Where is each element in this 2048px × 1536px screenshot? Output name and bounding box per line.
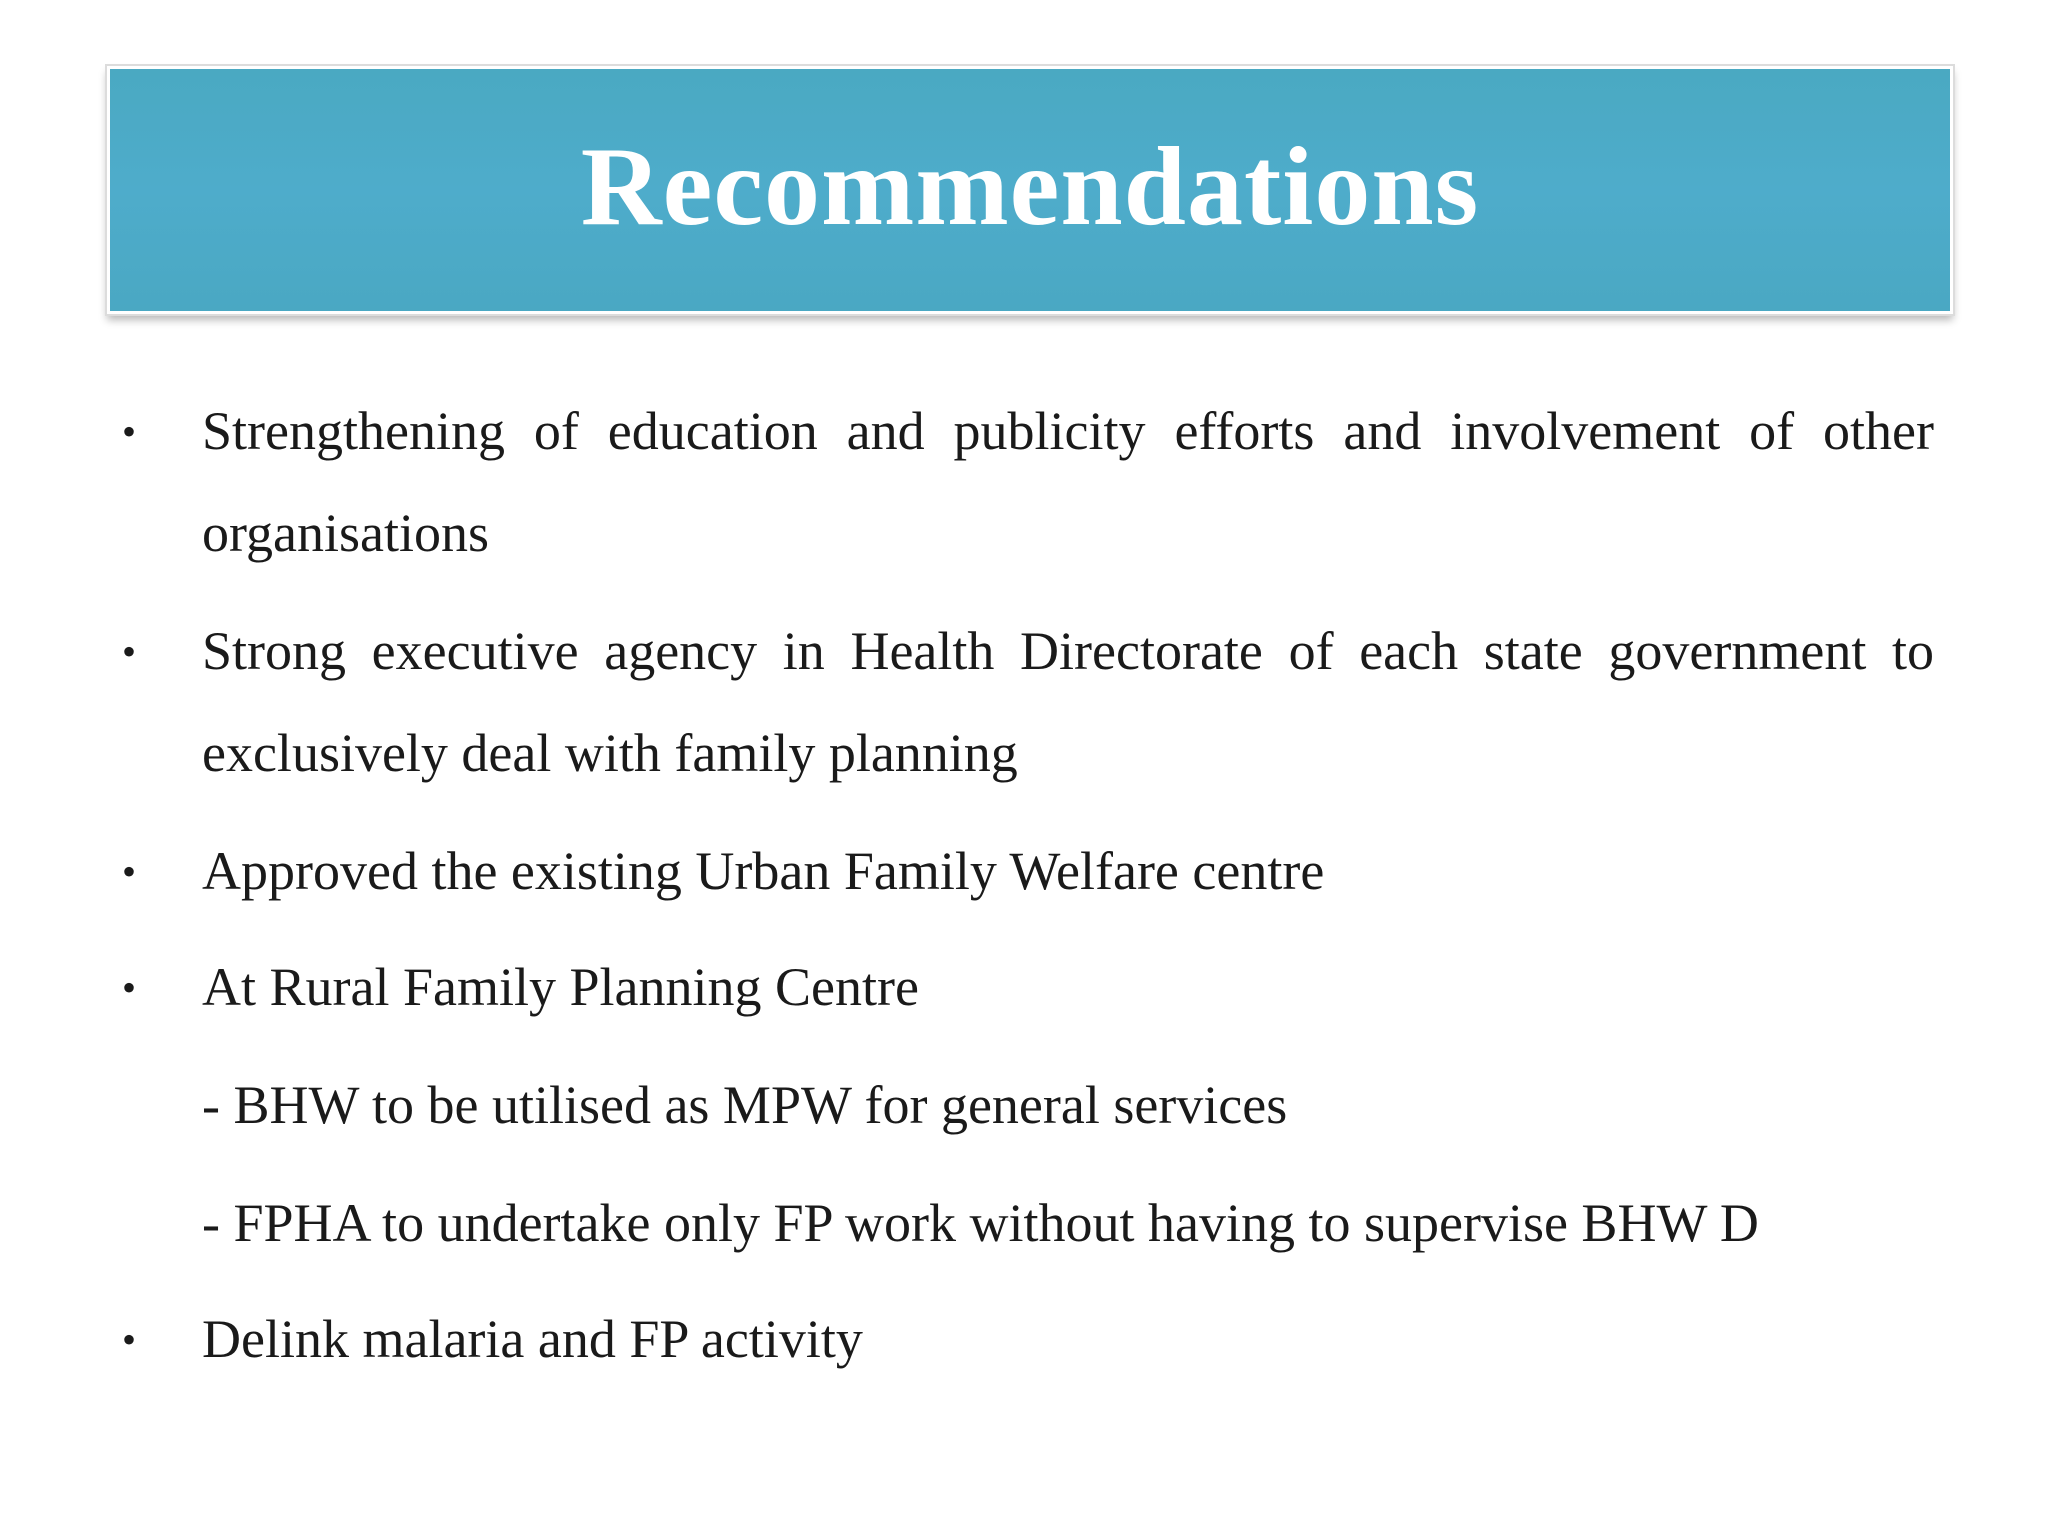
- list-item-2-line-1: Strong executive agency in Health Directorate of each state government to: [202, 621, 1934, 681]
- sub-item-2-text: - FPHA to undertake only FP work without having to supervise BHW D: [202, 1193, 1759, 1253]
- list-item-5-line-1: Delink malaria and FP activity: [202, 1309, 863, 1369]
- list-item-1-line-1: Strengthening of education and publicity efforts and involvement of other: [202, 401, 1934, 461]
- bullet-icon: •: [122, 849, 137, 894]
- bullet-icon: •: [122, 965, 137, 1010]
- sub-item-1-text: - BHW to be utilised as MPW for general services: [202, 1075, 1288, 1135]
- list-item-2-line-2: exclusively deal with family planning: [202, 723, 1018, 783]
- list-item-3-line-1: Approved the existing Urban Family Welfare centre: [202, 841, 1325, 901]
- bullet-icon: •: [122, 409, 137, 454]
- list-item-1-line-2: organisations: [202, 503, 489, 563]
- list-item-4-line-1: At Rural Family Planning Centre: [202, 957, 919, 1017]
- bullet-icon: •: [122, 629, 137, 674]
- slide-title: Recommendations: [580, 124, 1480, 249]
- bullet-icon: •: [122, 1317, 137, 1362]
